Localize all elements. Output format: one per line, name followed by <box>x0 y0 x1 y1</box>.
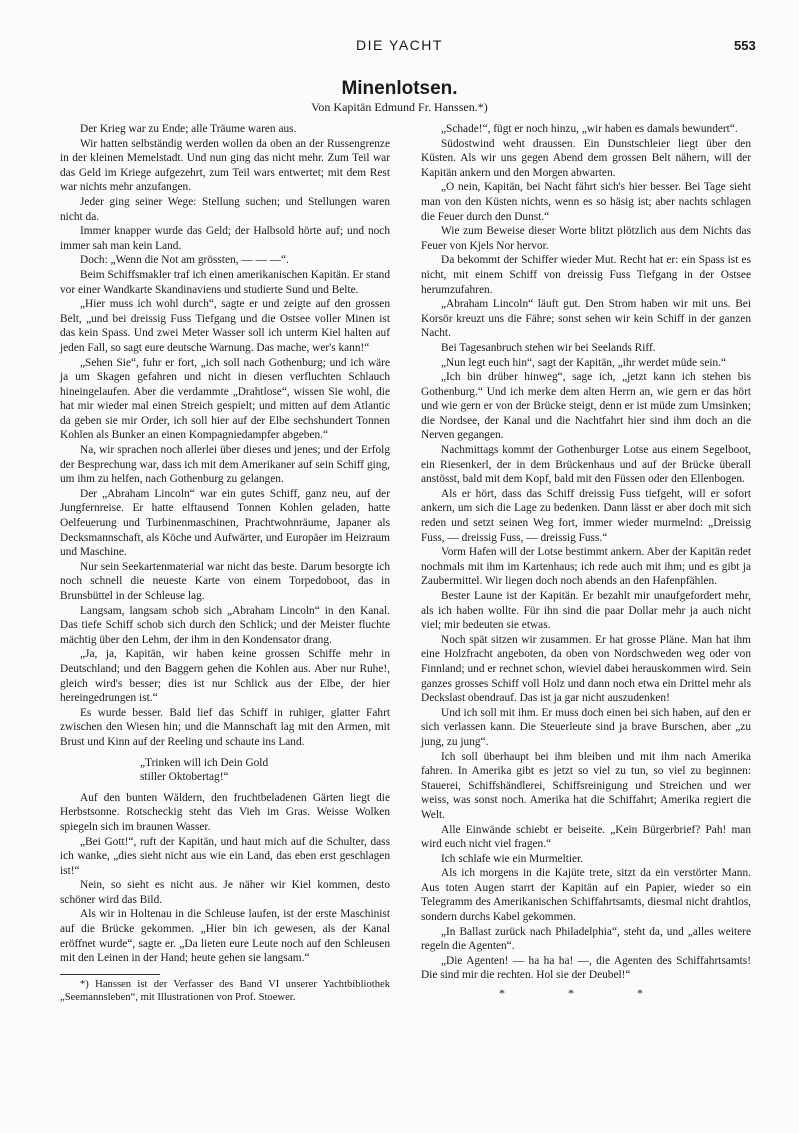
paragraph: „Abraham Lincoln“ läuft gut. Den Strom haben wir mit uns. Bei Korsör kreuzt uns die Fähre; sonst sehen wir kein Schiff in der ganzen Nacht. <box>421 298 751 340</box>
article-title: Minenlotsen. <box>341 78 458 99</box>
paragraph: Immer knapper wurde das Geld; der Halbsold hörte auf; und noch immer sah man kein Land. <box>60 225 390 252</box>
paragraph: „Ja, ja, Kapitän, wir haben keine grossen Schiffe mehr in Deutschland; und den Baggern gehen die Kohlen aus. Aber nur Ruhe!, gleich wird's besser; dies ist nur Schlick aus der Elbe, der hier hereingedrungen ist.“ <box>60 648 390 705</box>
paragraph: Ich schlafe wie ein Murmeltier. <box>441 852 584 865</box>
paragraph: „In Ballast zurück nach Philadelphia“, steht da, und „alles weitere regeln die Agenten“. <box>421 925 751 953</box>
poem-line: stiller Oktobertag!“ <box>140 771 229 784</box>
byline: Von Kapitän Edmund Fr. Hanssen.*) <box>311 100 488 114</box>
section-end-asterisks: * * * <box>499 986 673 1001</box>
left-column <box>60 122 390 1004</box>
paragraph: Nein, so sieht es nicht aus. Je näher wir Kiel kommen, desto schöner wird das Bild. <box>60 879 390 906</box>
footnote-divider <box>60 974 160 975</box>
paragraph: Da bekommt der Schiffer wieder Mut. Recht hat er: ein Spass ist es nicht, mit einem Schiff von dreissig Fuss Tiefgang in der Ostsee herumzufahren. <box>421 254 751 296</box>
paragraph: „Nun legt euch hin“, sagt der Kapitän, „ihr werdet müde sein.“ <box>441 356 727 369</box>
paragraph: Noch spät sitzen wir zusammen. Er hat grosse Pläne. Man hat ihm eine Holzfracht angeboten, da oben von Nordschweden weg oder von Finnland; und er rechnet schon, wieviel dabei herauskommen wird. Sein ganzes grosses Schiff voll Holz und dann noch etwa ein Drittel mehr als Deckslast obendrauf. Das ist ja gar nicht auszudenken! <box>421 633 751 705</box>
paragraph: Auf den bunten Wäldern, den fruchtbeladenen Gärten liegt die Herbstsonne. Rotscheckig steht das Vieh im Gras. Weisse Wolken spiegeln sich im braunen Wasser. <box>60 791 390 833</box>
paragraph: Alle Einwände schiebt er beiseite. „Kein Bürgerbrief? Pah! man wird euch nicht viel fragen.“ <box>421 823 751 851</box>
paragraph: Ich soll überhaupt bei ihm bleiben und mit ihm nach Amerika fahren. In Amerika gibt es jetzt so viel zu tun, so viel zu beginnen: Stauerei, Schiffshändlerei, Schiffsreinigung und Streichen und wer weiss, was sonst noch. Amerika hat die Schiffahrt; Amerika regiert die Welt. <box>421 750 751 821</box>
poem-verse <box>60 756 390 785</box>
paragraph: Beim Schiffsmakler traf ich einen amerikanischen Kapitän. Er stand vor einer Wandkarte Skandinaviens und studierte Sund und Belte. <box>60 268 390 296</box>
paragraph: Na, wir sprachen noch allerlei über dieses und jenes; und der Erfolg der Besprechung war, dass ich mit dem Amerikaner auf sein Schiff ging, um ihm zu helfen, nach Gothenburg zu gelangen. <box>60 444 390 486</box>
paragraph: Vorm Hafen will der Lotse bestimmt ankern. Aber der Kapitän redet nochmals mit ihm im Kartenhaus; ich rede auch mit ihm; und es gibt ja Zaubermittel. Wir liegen doch noch abends an den Hafenpfählen. <box>421 546 751 588</box>
paragraph: Bei Tagesanbruch stehen wir bei Seelands Riff. <box>441 341 656 354</box>
paragraph: Wie zum Beweise dieser Worte blitzt plötzlich aus dem Nichts das Feuer von Kjels Nor hervor. <box>421 225 751 252</box>
paragraph: Südostwind weht draussen. Ein Dunstschleier liegt über den Küsten. Als wir uns gegen Abend dem grossen Belt nähern, will der Kapitän ankern und den Morgen abwarten. <box>421 137 751 179</box>
right-column <box>421 122 751 999</box>
paragraph: Bester Laune ist der Kapitän. Er bezahlt mir unaufgefordert mehr, als ich haben wollte. Für ihn sind die paar Dollar mehr ja auch nicht viel; mir bedeuten sie etwas. <box>421 590 751 632</box>
paragraph: „Hier muss ich wohl durch“, sagte er und zeigte auf den grossen Belt, „und bei dreissig Fuss Tiefgang und die Ostsee voller Minen ist das kein Spass. Und zwei Meter Wasser soll ich unterm Kiel halten auf jeden Fall, so sagt eure deutsche Warnung. Das mache, wer's kann!“ <box>60 298 390 354</box>
paragraph: Doch: „Wenn die Not am grössten, — — —“. <box>80 254 289 267</box>
paragraph: Als er hört, dass das Schiff dreissig Fuss tiefgeht, will er sofort ankern, um sich die Lage zu bedenken. Dann lässt er aber doch mit sich reden und setzt seinen Weg fort, immer wieder murmelnd: „Dreissig Fuss, — dreissig Fuss, — dreissig Fuss.“ <box>421 487 751 544</box>
paragraph: „Sehen Sie“, fuhr er fort, „ich soll nach Gothenburg; und ich wäre ja um Skagen gefahren und nicht in diesen verfluchten Schlauch hineingelaufen. Aber die verdammte „Drahtlose“, wissen Sie wohl, die hat mir wieder mal einen Streich gespielt; und mitten auf dem Atlantic da geben sie mir Order, ich soll hier auf der Elbe sechshundert Tonnen Kohlen als Bunker an einen Kompagniedampfer abgeben.“ <box>60 356 390 442</box>
page-number: 553 <box>734 38 756 53</box>
paragraph: „Die Agenten! — ha ha ha! —, die Agenten des Schiffahrtsamts! Die sind mir die rechten. Hol sie der Deubel!“ <box>421 954 751 982</box>
paragraph: Der „Abraham Lincoln“ war ein gutes Schiff, ganz neu, auf der Jungfernreise. Er hatte elftausend Tonnen Kohlen geladen, hatte Oelfeuerung und Turbinenmaschinen, Prachtwohnräume, Japaner als Decksmannschaft, als Köche und Aufwärter, und Europäer im Heizraum und Maschine. <box>60 487 390 559</box>
paragraph: Jeder ging seiner Wege: Stellung suchen; und Stellungen waren nicht da. <box>60 195 390 223</box>
paragraph: Und ich soll mit ihm. Er muss doch einen bei sich haben, auf den er sich verlassen kann. Die Steuerleute sind ja brave Burschen, aber „zu jung, zu jung“. <box>421 706 751 748</box>
paragraph: Es wurde besser. Bald lief das Schiff in ruhiger, glatter Fahrt zwischen den Wiesen hin; und die Mannschaft lag mit den Armen, mit Brust und Kinn auf der Reeling und schaute ins Land. <box>60 706 390 748</box>
poem-line: „Trinken will ich Dein Gold <box>140 756 269 769</box>
paragraph: Nur sein Seekartenmaterial war nicht das beste. Darum besorgte ich noch schnell die neueste Karte von einem Torpedoboot, das in Brunsbüttel in der Schleuse lag. <box>60 560 390 602</box>
paragraph: „O nein, Kapitän, bei Nacht fährt sich's hier besser. Bei Tage sieht man von den Küsten nichts, wenn es so häsig ist; aber nachts schlagen die Feuer durch den Dunst.“ <box>421 181 751 223</box>
paragraph: „Ich bin drüber hinweg“, sage ich, „jetzt kann ich stehen bis Gothenburg.“ Und ich merke dem alten Herrn an, wie gern er das hört und wie gern er von der Brücke steigt, denn er ist müde zum Umsinken; die Nordsee, der Kanal und die Nachtfahrt hier sind ihm doch an die Nerven gegangen. <box>421 371 751 442</box>
paragraph: „Schade!“, fügt er noch hinzu, „wir haben es damals bewundert“. <box>441 123 738 135</box>
paragraph: Als ich morgens in die Kajüte trete, sitzt da ein verstörter Mann. Aus toten Augen starrt der Kapitän auf ein Papier, wieder so ein Telegramm des Amerikanischen Schiffahrtsamts, diesmal nicht drahtlos, sondern durchs Kabel gekommen. <box>421 867 751 924</box>
paragraph: Langsam, langsam schob sich „Abraham Lincoln“ in den Kanal. Das tiefe Schiff schob sich durch den Schlick; und der Meister fluchte mächtig über den Lehm, der ihm in den Kondensator drang. <box>60 604 390 646</box>
paragraph: Als wir in Holtenau in die Schleuse laufen, ist der erste Maschinist auf die Brücke gekommen. „Hier bin ich gewesen, als der Kanal eröffnet wurde“, sagte er. „Da lieten eure Leute noch auf den Schleusen mit den Leinen in der Hand; heute gehen sie langsam.“ <box>60 908 390 965</box>
paragraph: Nachmittags kommt der Gothenburger Lotse aus einem Segelboot, ein Riesenkerl, der in dem Brückenhaus und auf der Brücke überall anstösst, bald mit dem Kopf, bald mit den Füssen oder den Ellenbogen. <box>421 444 751 486</box>
paragraph: Der Krieg war zu Ende; alle Träume waren aus. <box>80 123 297 135</box>
running-header: DIE YACHT <box>356 37 443 53</box>
paragraph: „Bei Gott!“, ruft der Kapitän, und haut mich auf die Schulter, dass ich wanke, „dies sieht nicht aus wie ein Land, das eben erst geschlagen ist!“ <box>60 835 390 877</box>
paragraph: Wir hatten selbständig werden wollen da oben an der Russengrenze in der kleinen Memelstadt. Und nun ging das nicht mehr. Zum Teil war das Geld im Kriege aufgezehrt, zum Teil wars entwertet; mit dem Rest war nichts mehr anzufangen. <box>60 137 390 194</box>
footnote: *) Hanssen ist der Verfasser des Band VI unserer Yachtbibliothek „Seemannsleben“, mit Illustrationen von Prof. Stoewer. <box>60 978 390 1003</box>
